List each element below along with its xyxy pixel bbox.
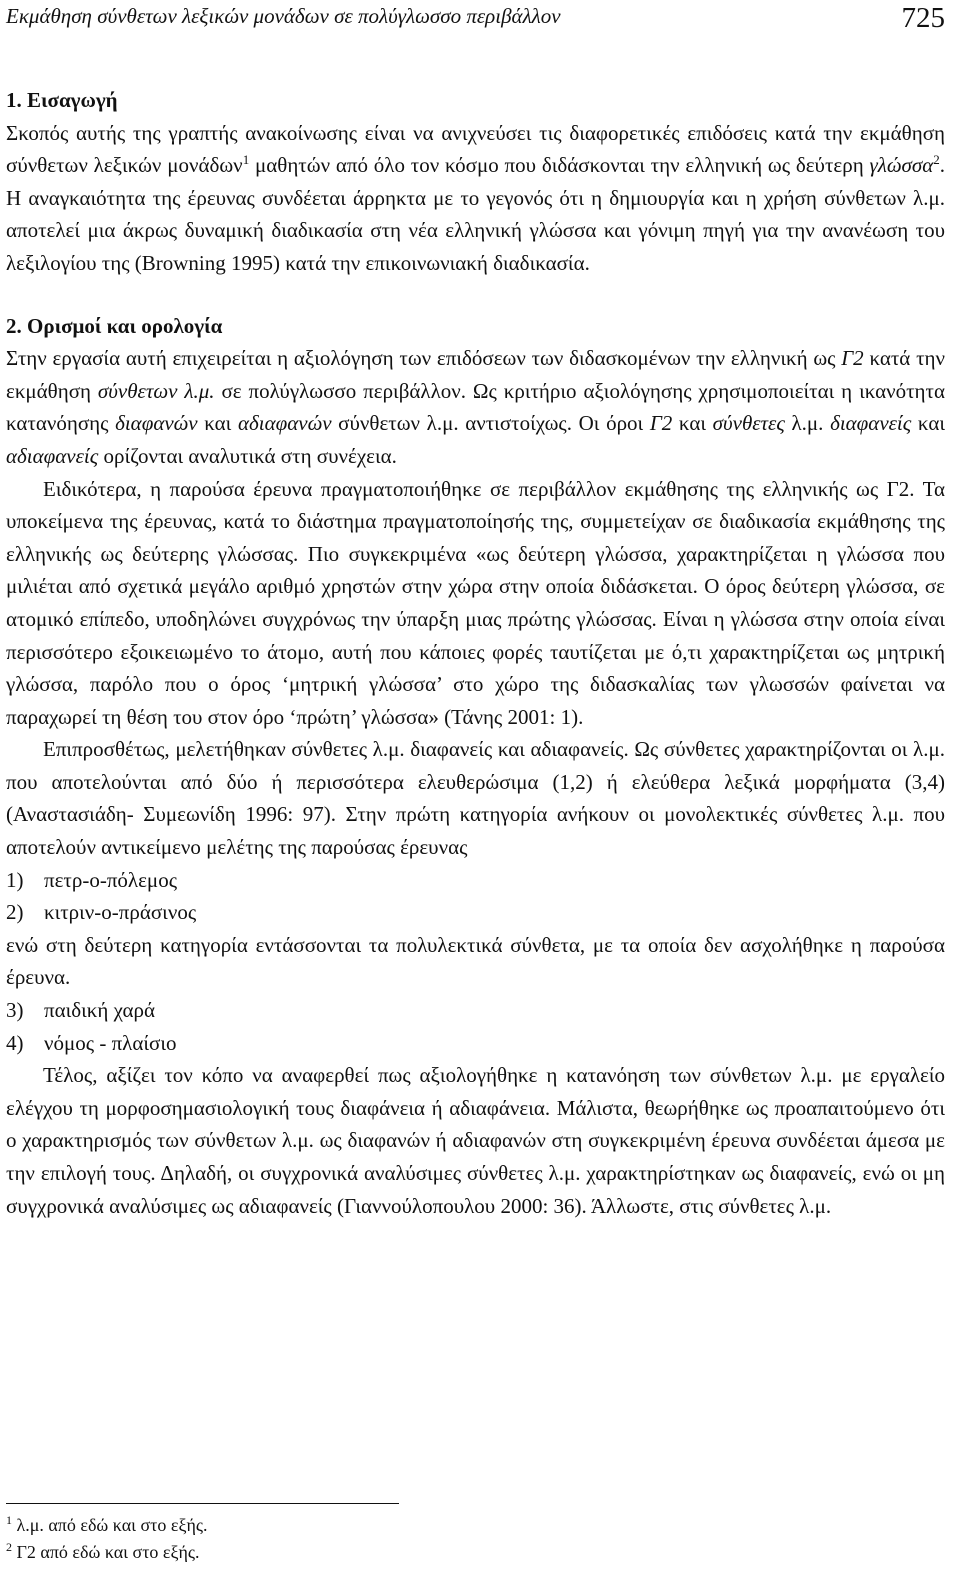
italic-term: γλώσσα	[869, 153, 934, 178]
italic-term: Γ2	[841, 346, 864, 371]
text-run: κατά την εκμάθηση	[6, 346, 945, 403]
italic-term: διαφανείς	[830, 411, 912, 436]
footnote-ref-1: 1	[242, 152, 250, 168]
footnote-text: Γ2 από εδώ και στο εξής.	[12, 1542, 200, 1562]
list-text: παιδική χαρά	[44, 998, 155, 1023]
text-run: και	[672, 411, 713, 436]
section-heading-definitions: 2. Ορισμοί και ορολογία	[6, 313, 223, 338]
footnote-separator	[6, 1503, 399, 1504]
italic-term: αδιαφανείς	[6, 443, 99, 468]
italic-term: σύνθετες	[712, 411, 785, 436]
list-text: νόμος - πλαίσιο	[44, 1030, 177, 1055]
text-run: Στην εργασία αυτή επιχειρείται η αξιολόγηση των επιδόσεων των διδασκομένων την ελληνική ως	[6, 346, 842, 371]
section-heading-introduction: 1. Εισαγωγή	[6, 88, 118, 112]
italic-term: σύνθετων λ.μ.	[97, 378, 215, 403]
italic-term: αδιαφανών	[237, 411, 332, 436]
text-run: σύνθετων λ.μ. αντιστοίχως. Οι όροι	[331, 411, 650, 436]
footnote-number: 2	[6, 1540, 12, 1554]
list-text: πετρ-ο-πόλεμος	[44, 867, 178, 892]
list-number: 1)	[6, 867, 24, 892]
footnote-text: λ.μ. από εδώ και στο εξής.	[12, 1515, 208, 1535]
footnote-2	[6, 1539, 208, 1566]
text-run: μαθητών από όλο τον κόσμο που διδάσκονται την ελληνική ως δεύτερη	[249, 153, 870, 178]
text-run: . Η αναγκαιότητα της έρευνας συνδέεται άρρηκτα με το γεγονός ότι η δημιουργία και η χρήση σύνθετων λ.μ. αποτελεί μια άκρως δυναμική διαδικασία στη νέα ελληνική γλώσσα και γόνιμη πηγή για την ανανέωση του λεξιλογίου της (Browning 1995) κατά την επικοινωνιακή διαδικασία.	[6, 153, 946, 275]
body-text	[6, 84, 945, 1222]
list-number: 2)	[6, 900, 24, 925]
text-run: σε πολύγλωσσο περιβάλλον. Ως κριτήριο αξιολόγησης χρησιμοποιείται η ικανότητα κατανόησης	[6, 378, 945, 436]
page	[6, 0, 946, 1562]
page-number: 725	[901, 2, 945, 34]
footnotes	[6, 1512, 208, 1566]
italic-term: διαφανών	[115, 411, 198, 436]
running-header-title: Εκμάθηση σύνθετων λεξικών μονάδων σε πολύγλωσσο περιβάλλον	[6, 4, 561, 28]
list-item	[6, 994, 945, 1027]
running-header	[6, 0, 945, 52]
footnote-ref-2: 2	[933, 152, 940, 168]
text-run: και	[911, 411, 945, 436]
footnote-number: 1	[6, 1513, 12, 1527]
list-item	[6, 896, 945, 929]
list-item	[6, 864, 945, 897]
list-item	[6, 1027, 945, 1060]
paragraph-definitions-5: Τέλος, αξίζει τον κόπο να αναφερθεί πως αξιολογήθηκε η κατανόηση των σύνθετων λ.μ. με εργαλείο ελέγχου τη μορφοσημασιολογική τους διαφάνεια ή αδιαφάνεια. Μάλιστα, θεωρήθηκε ως προαπαιτούμενο ότι ο χαρακτηρισμός των σύνθετων λ.μ. ως διαφανών ή αδιαφανών στη συγκεκριμένη έρευνα συνδέεται άμεσα με την επιλογή τους. Δηλαδή, οι συγχρονικά αναλύσιμες σύνθετες λ.μ. χαρακτηρίστηκαν ως διαφανείς, ενώ οι μη συγχρονικά αναλύσιμες ως αδιαφανείς (Γιαννούλοπουλου 2000: 36). Άλλωστε, στις σύνθετες λ.μ.	[6, 1063, 945, 1218]
paragraph-definitions-2: Ειδικότερα, η παρούσα έρευνα πραγματοποιήθηκε σε περιβάλλον εκμάθησης της ελληνικής ως Γ2. Τα υποκείμενα της έρευνας, κατά το διάστημα πραγματοποίησής της, συμμετείχαν σε διαδικασία εκμάθησης της ελληνικής ως δεύτερης γλώσσας. Πιο συγκεκριμένα «ως δεύτερη γλώσσα, χαρακτηρίζεται η γλώσσα που μιλιέται από σχετικά μεγάλο αριθμό χρηστών στην χώρα στην οποία διδάσκεται. Ο όρος δεύτερη γλώσσα, σε ατομικό επίπεδο, υποδηλώνει συγχρόνως την ύπαρξη μιας πρώτης γλώσσας. Είναι η γλώσσα στην οποία είναι περισσότερο εξοικειωμένο το άτομο, αυτή που κάποιες φορές ταυτίζεται με ό,τι χαρακτηρίζεται ως μητρική γλώσσα, παρόλο που ο όρος ‘μητρική γλώσσα’ στο χώρο της διδασκαλίας των γλωσσών φαίνεται να παραχωρεί τη θέση του στον όρο ‘πρώτη’ γλώσσα» (Τάνης 2001: 1).	[6, 476, 945, 729]
italic-term: Γ2	[649, 411, 673, 436]
list-text: κιτριν-ο-πράσινος	[44, 900, 197, 925]
paragraph-definitions-4: ενώ στη δεύτερη κατηγορία εντάσσονται τα πολυλεκτικά σύνθετα, με τα οποία δεν ασχολήθηκε η παρούσα έρευνα.	[6, 932, 945, 990]
list-number: 4)	[6, 1030, 24, 1055]
text-run: και	[197, 411, 238, 436]
paragraph-introduction	[6, 117, 945, 280]
footnote-1	[6, 1512, 208, 1539]
text-run: λ.μ.	[784, 411, 831, 436]
list-number: 3)	[6, 998, 24, 1023]
paragraph-definitions-1	[6, 342, 945, 472]
text-run: Σκοπός αυτής της γραπτής ανακοίνωσης είναι να ανιχνεύσει τις διαφορετικές επιδόσεις κατά την εκμάθηση σύνθετων λεξικών μονάδων	[6, 120, 945, 178]
paragraph-definitions-3: Επιπροσθέτως, μελετήθηκαν σύνθετες λ.μ. διαφανείς και αδιαφανείς. Ως σύνθετες χαρακτηρίζονται οι λ.μ. που αποτελούνται από δύο ή περισσότερα ελευθερώσιμα (1,2) ή ελεύθερα λεξικά μορφήματα (3,4) (Αναστασιάδη- Συμεωνίδη 1996: 97). Στην πρώτη κατηγορία ανήκουν οι μονολεκτικές σύνθετες λ.μ. που αποτελούν αντικείμενο μελέτης της παρούσας έρευνας	[6, 737, 945, 860]
text-run: ορίζονται αναλυτικά στη συνέχεια.	[98, 443, 397, 468]
